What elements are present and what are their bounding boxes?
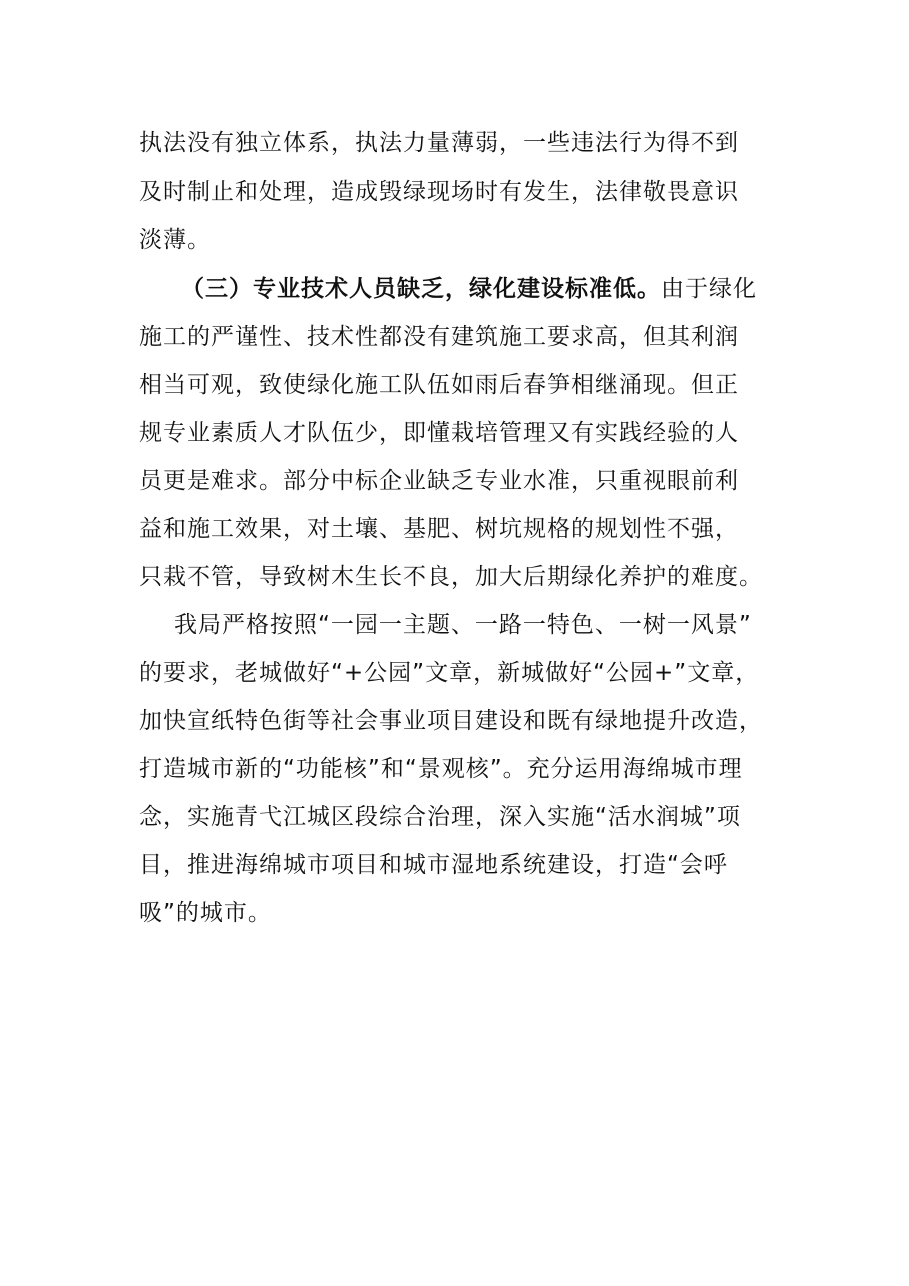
paragraph-line: 施工的严谨性、技术性都没有建筑施工要求高，但其利润 <box>139 324 739 350</box>
paragraph-line: 的要求，老城做好“+公园”文章，新城做好“公园+”文章， <box>139 660 760 686</box>
paragraph-line: 加快宣纸特色街等社会事业项目建设和既有绿地提升改造， <box>139 708 763 734</box>
paragraph-line: 益和施工效果，对土壤、基肥、树坑规格的规划性不强， <box>139 516 739 542</box>
paragraph-line: 规专业素质人才队伍少，即懂栽培管理又有实践经验的人 <box>139 420 739 446</box>
paragraph-line: 执法没有独立体系，执法力量薄弱，一些违法行为得不到 <box>139 130 739 156</box>
paragraph-line: 只栽不管，导致树木生长不良，加大后期绿化养护的难度。 <box>139 564 763 590</box>
paragraph-line: 淡薄。 <box>139 227 211 253</box>
paragraph-line: 目，推进海绵城市项目和城市湿地系统建设，打造“会呼 <box>139 852 728 878</box>
section-heading: （三）专业技术人员缺乏，绿化建设标准低。 <box>181 276 661 302</box>
paragraph-line: 相当可观，致使绿化施工队伍如雨后春笋相继涌现。但正 <box>139 372 739 398</box>
paragraph-line-tail: 由于绿化 <box>661 276 757 302</box>
section-paragraph-first-line <box>181 274 757 304</box>
paragraph-line: 员更是难求。部分中标企业缺乏专业水准，只重视眼前利 <box>139 468 739 494</box>
paragraph-line: 念，实施青弋江城区段综合治理，深入实施“活水润城”项 <box>139 804 741 830</box>
paragraph-line: 打造城市新的“功能核”和“景观核”。充分运用海绵城市理 <box>139 756 743 782</box>
paragraph-line: 及时制止和处理，造成毁绿现场时有发生，法律敬畏意识 <box>139 179 739 205</box>
paragraph-line: 我局严格按照“一园一主题、一路一特色、一树一风景” <box>174 612 752 638</box>
paragraph-line: 吸”的城市。 <box>139 900 272 926</box>
